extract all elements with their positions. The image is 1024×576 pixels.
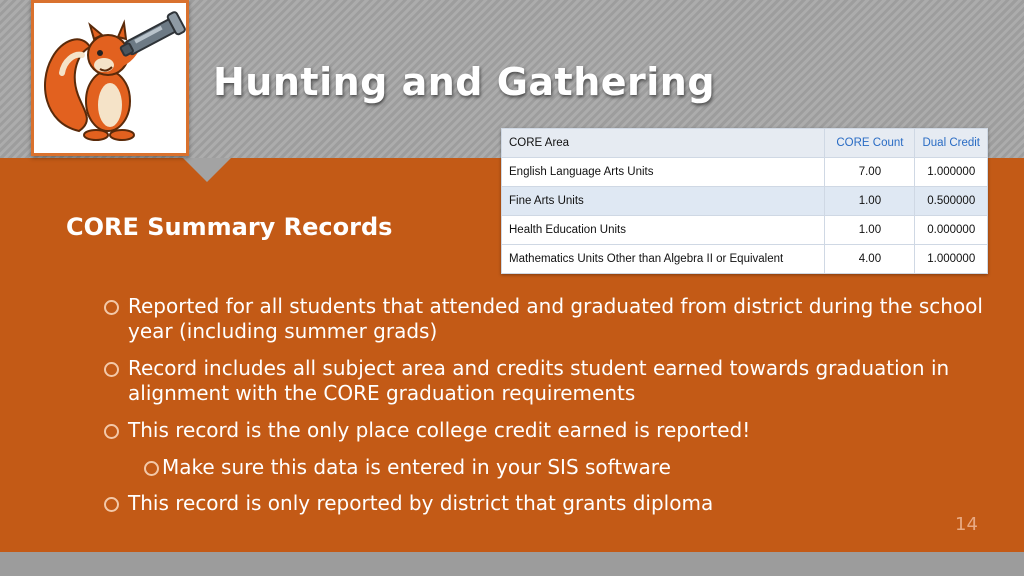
column-header-dual-credit[interactable]: Dual Credit [915, 129, 988, 158]
column-header-core-area[interactable]: CORE Area [502, 129, 825, 158]
bullet-text: Make sure this data is entered in your SIS software [162, 455, 671, 479]
cell-core-count: 1.00 [825, 216, 915, 245]
cell-core-count: 4.00 [825, 245, 915, 274]
squirrel-telescope-icon [34, 3, 186, 153]
footer-band [0, 552, 1024, 576]
cell-core-area: English Language Arts Units [502, 158, 825, 187]
hollow-circle-bullet-icon [104, 424, 119, 439]
column-header-core-count[interactable]: CORE Count [825, 129, 915, 158]
table-row [502, 158, 988, 187]
cell-dual-credit: 0.000000 [915, 216, 988, 245]
hollow-circle-bullet-icon [144, 461, 159, 476]
page-number: 14 [955, 514, 978, 535]
cell-dual-credit: 0.500000 [915, 187, 988, 216]
hollow-circle-bullet-icon [104, 497, 119, 512]
bullet-text: Reported for all students that attended and graduated from district during the school year (including summer grads) [128, 294, 983, 343]
bullet-text: This record is the only place college credit earned is reported! [128, 418, 751, 442]
bullet-item [104, 418, 984, 443]
cell-core-count: 1.00 [825, 187, 915, 216]
bullet-item [104, 356, 984, 406]
table-header-row [502, 129, 988, 158]
table-row [502, 187, 988, 216]
cell-core-area: Fine Arts Units [502, 187, 825, 216]
bullet-text: This record is only reported by district that grants diploma [128, 491, 714, 515]
cell-dual-credit: 1.000000 [915, 158, 988, 187]
table-row [502, 245, 988, 274]
hollow-circle-bullet-icon [104, 362, 119, 377]
cell-core-count: 7.00 [825, 158, 915, 187]
logo-frame [31, 0, 189, 156]
core-summary-table [501, 128, 988, 274]
cell-core-area: Mathematics Units Other than Algebra II or Equivalent [502, 245, 825, 274]
cell-core-area: Health Education Units [502, 216, 825, 245]
sub-bullet-item [104, 455, 984, 480]
band-notch [183, 158, 231, 182]
bullet-item [104, 294, 984, 344]
bullet-list [104, 294, 984, 528]
slide-subtitle: CORE Summary Records [66, 213, 393, 241]
bullet-item [104, 491, 984, 516]
hollow-circle-bullet-icon [104, 300, 119, 315]
bullet-text: Record includes all subject area and credits student earned towards graduation in alignment with the CORE graduation requirements [128, 356, 950, 405]
cell-dual-credit: 1.000000 [915, 245, 988, 274]
slide-title: Hunting and Gathering [213, 60, 716, 104]
table-row [502, 216, 988, 245]
